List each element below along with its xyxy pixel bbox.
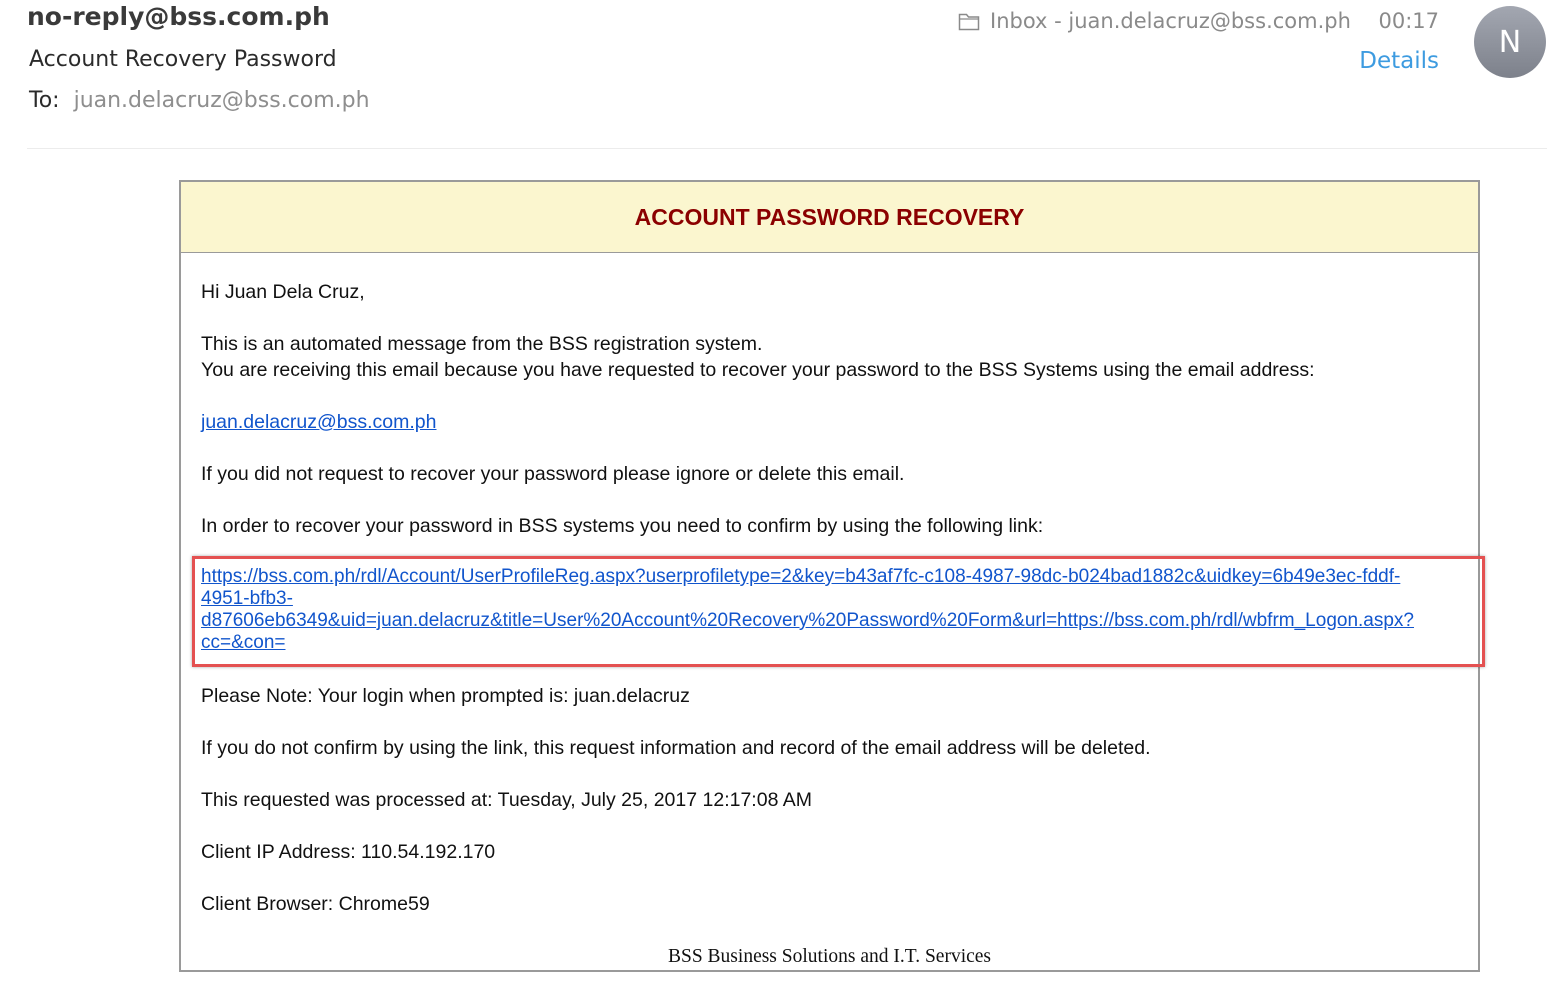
details-link[interactable]: Details (1359, 48, 1439, 74)
folder-icon (958, 11, 980, 31)
intro-line-1: This is an automated message from the BSS registration system. (201, 333, 763, 355)
header-divider (27, 148, 1547, 149)
recovery-link-line: 4951-bfb3- (201, 588, 293, 609)
email-banner-title: ACCOUNT PASSWORD RECOVERY (181, 182, 1478, 253)
email-footer: BSS Business Solutions and I.T. Services (667, 946, 992, 967)
login-note: Please Note: Your login when prompted is: juan.delacruz (201, 685, 690, 707)
client-ip: Client IP Address: 110.54.192.170 (201, 841, 496, 863)
recipient-address[interactable]: juan.delacruz@bss.com.ph (73, 88, 370, 113)
ignore-notice: If you did not request to recover your password please ignore or delete this email. (201, 463, 905, 485)
recovery-link-line: d87606eb6349&uid=juan.delacruz&title=User%20Account%20Recovery%20Password%20Form&url=https://bss.com.ph/rdl/wbfrm_Logon.aspx? (201, 610, 1414, 631)
recovery-link-line: cc=&con= (201, 632, 286, 653)
email-body-card (179, 180, 1480, 972)
intro-line-2: You are receiving this email because you have requested to recover your password to the BSS Systems using the email address: (201, 359, 1315, 381)
email-address-link[interactable]: juan.delacruz@bss.com.ph (201, 411, 437, 433)
client-browser: Client Browser: Chrome59 (201, 893, 430, 915)
mailbox-label: Inbox - juan.delacruz@bss.com.ph (990, 9, 1351, 33)
processed-at: This requested was processed at: Tuesday, July 25, 2017 12:17:08 AM (201, 789, 813, 811)
sender-avatar: N (1474, 6, 1546, 78)
received-time: 00:17 (1378, 9, 1439, 33)
recipient-row (29, 88, 370, 113)
deletion-notice: If you do not confirm by using the link, this request information and record of the email address will be deleted. (201, 737, 1151, 759)
recovery-link[interactable] (201, 566, 1481, 654)
to-label: To: (29, 88, 60, 113)
recovery-link-line: https://bss.com.ph/rdl/Account/UserProfileReg.aspx?userprofiletype=2&key=b43af7fc-c108-4987-98dc-b024bad1882c&uidkey=6b49e3ec-fddf- (201, 566, 1401, 587)
sender-address: no-reply@bss.com.ph (27, 2, 330, 31)
mailbox-location (958, 9, 1351, 33)
confirm-instruction: In order to recover your password in BSS systems you need to confirm by using the following link: (201, 515, 1044, 537)
email-subject: Account Recovery Password (29, 47, 337, 72)
greeting: Hi Juan Dela Cruz, (201, 281, 365, 303)
